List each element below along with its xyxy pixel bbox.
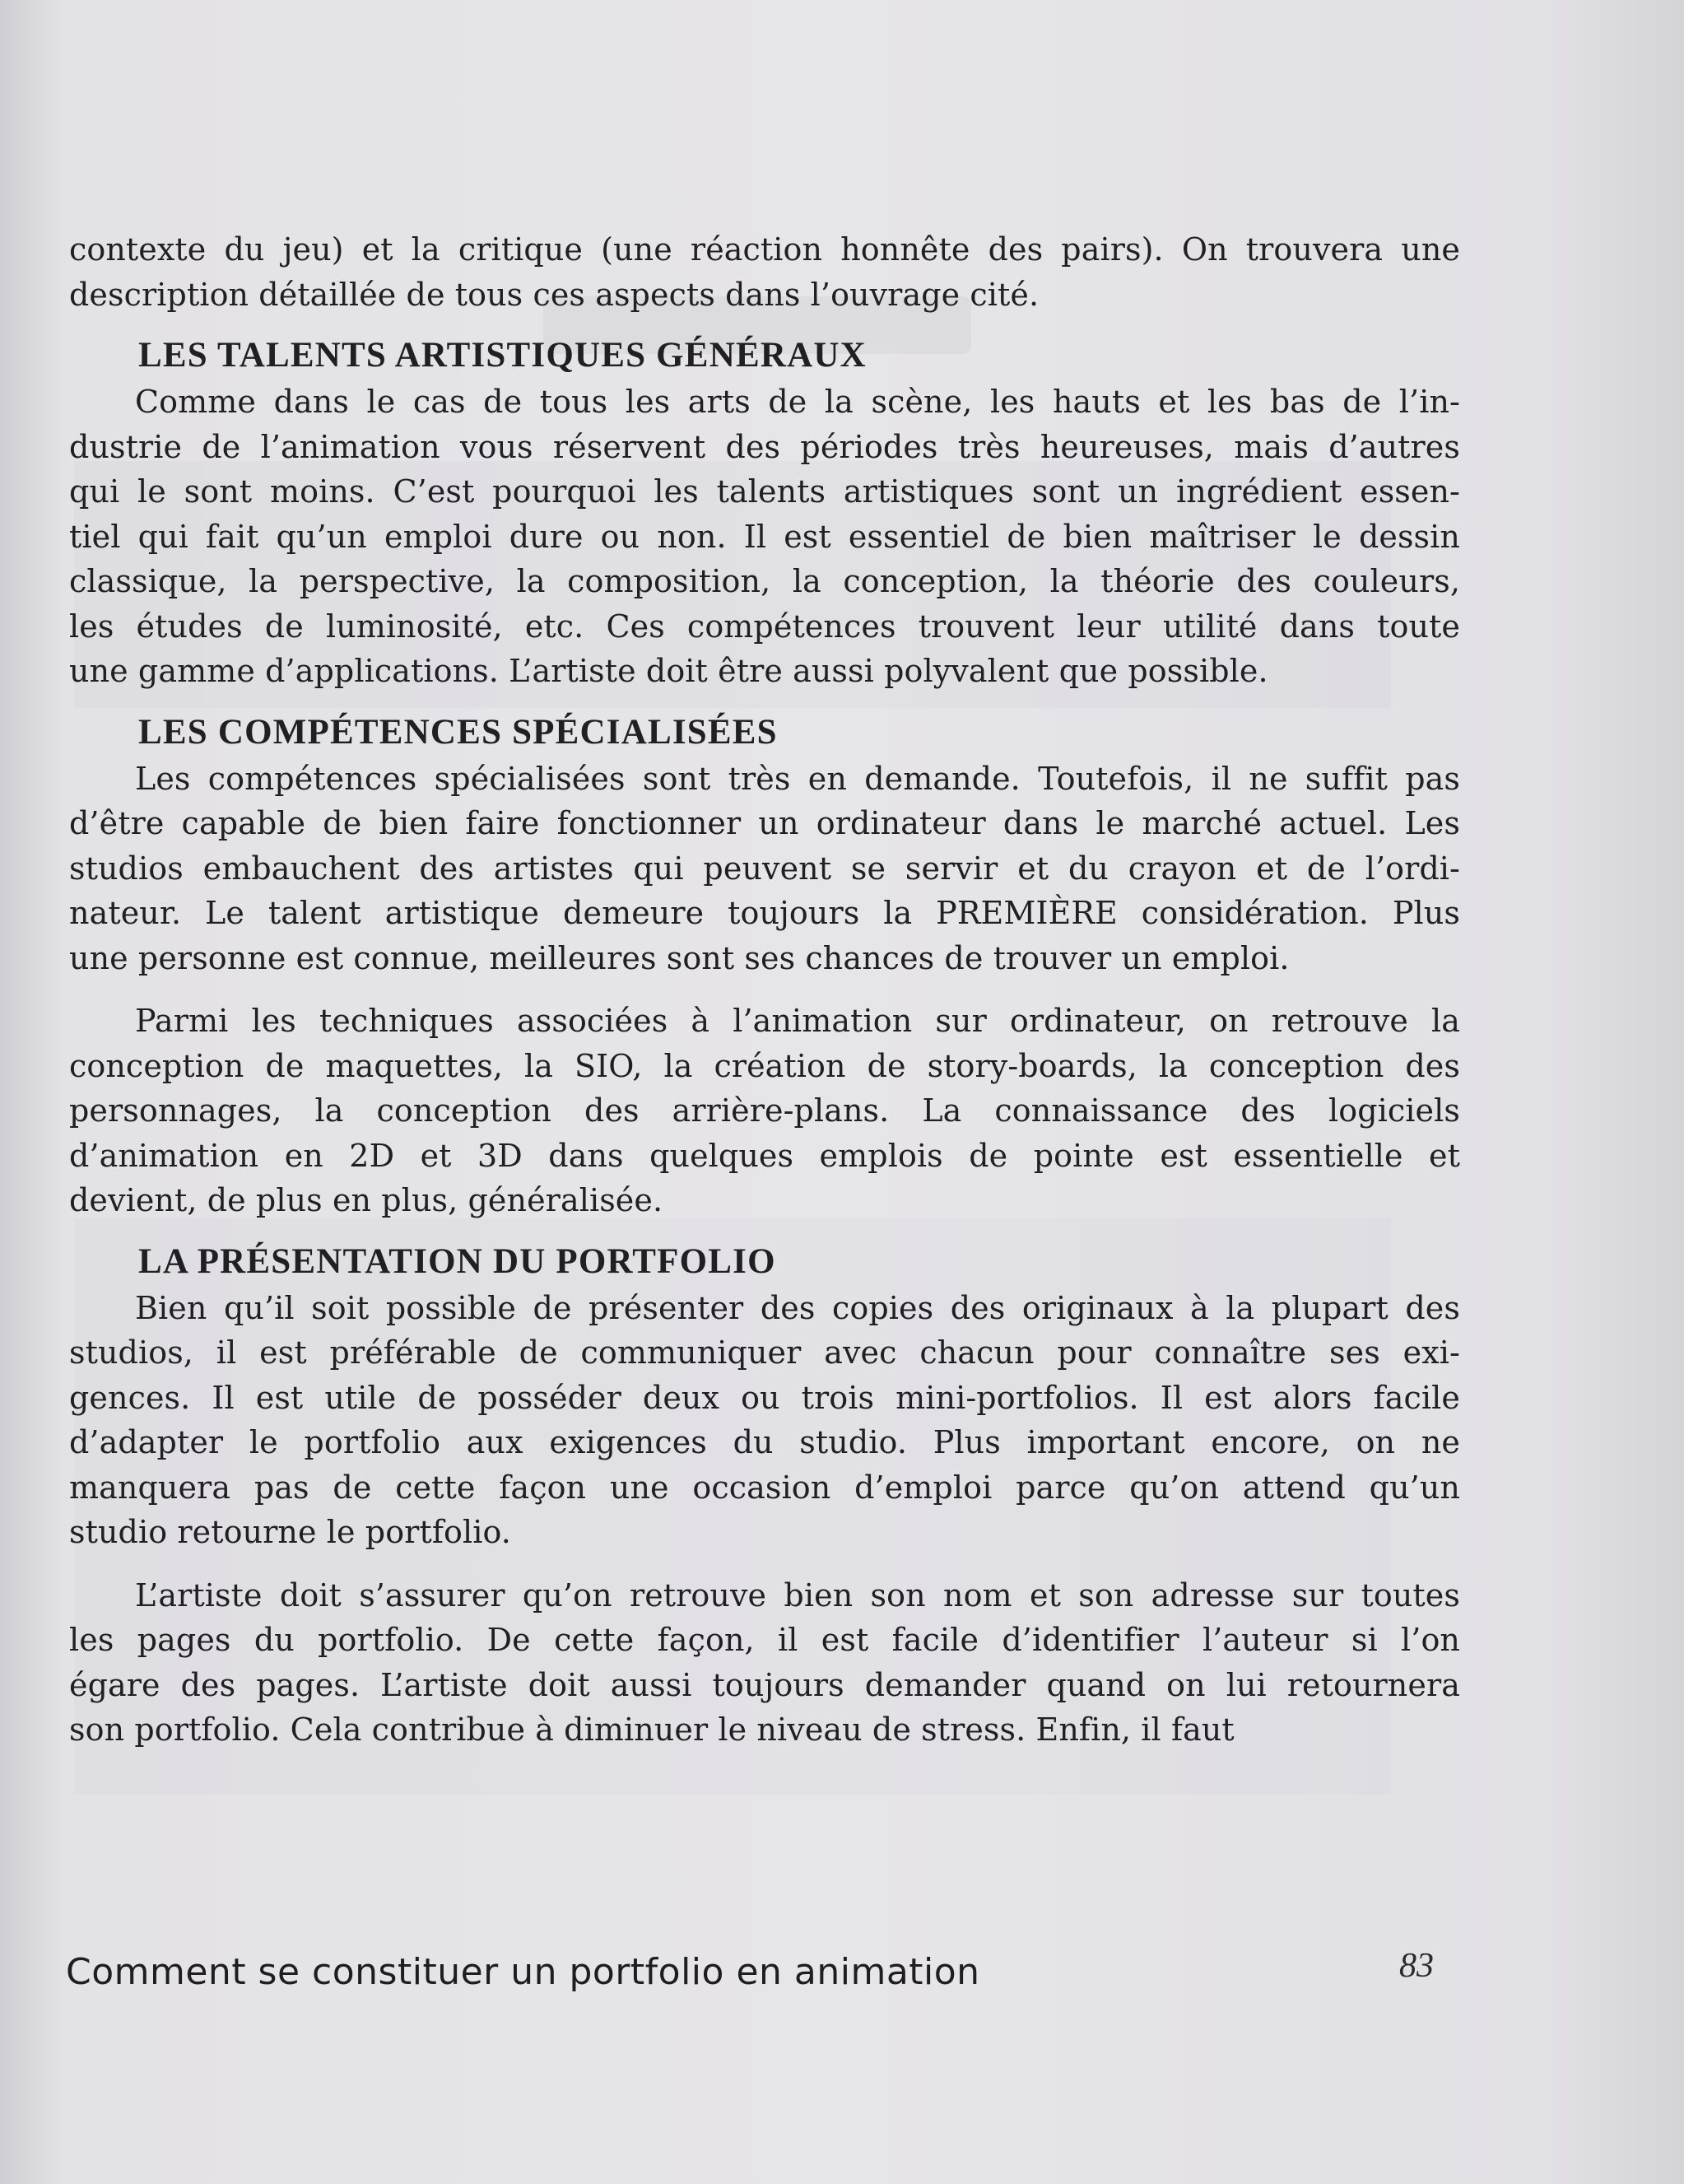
body-line: personnages, la conception des arrière-plans. La connaissance des logiciels <box>69 1092 1460 1129</box>
body-line: conception de maquettes, la SIO, la création de story-boards, la conception des <box>69 1047 1460 1084</box>
body-text <box>69 227 1460 1753</box>
running-footer-title: Comment se constituer un portfolio en animation <box>66 1951 980 1993</box>
body-line: une personne est connue, meilleures sont ses chances de trouver un emploi. <box>69 939 1290 976</box>
body-line: nateur. Le talent artistique demeure toujours la PREMIÈRE considération. Plus <box>69 895 1460 931</box>
body-line: Bien qu’il soit possible de présenter des copies des originaux à la plupart des <box>135 1289 1460 1326</box>
page-number: 83 <box>1399 1947 1434 1985</box>
body-line: manquera pas de cette façon une occasion d’emploi parce qu’on attend qu’un <box>69 1469 1460 1506</box>
body-line: Parmi les techniques associées à l’animation sur ordinateur, on retrouve la <box>135 1003 1460 1039</box>
body-line: description détaillée de tous ces aspects dans l’ouvrage cité. <box>69 276 1040 313</box>
body-line: Comme dans le cas de tous les arts de la scène, les hauts et les bas de l’in- <box>135 384 1460 420</box>
body-line: d’être capable de bien faire fonctionner un ordinateur dans le marché actuel. Les <box>69 805 1460 841</box>
body-line: gences. Il est utile de posséder deux ou trois mini-portfolios. Il est alors facile <box>69 1379 1460 1416</box>
body-line: dustrie de l’animation vous réservent des périodes très heureuses, mais d’autres <box>69 428 1460 465</box>
body-line: une gamme d’applications. L’artiste doit être aussi polyvalent que possible. <box>69 653 1268 689</box>
body-line: son portfolio. Cela contribue à diminuer le niveau de stress. Enfin, il faut <box>69 1711 1235 1748</box>
body-line: classique, la perspective, la composition, la conception, la théorie des couleurs, <box>69 563 1460 599</box>
section-heading: LA PRÉSENTATION DU PORTFOLIO <box>138 1241 776 1281</box>
body-line: égare des pages. L’artiste doit aussi toujours demander quand on lui retournera <box>69 1666 1460 1703</box>
body-line: les études de luminosité, etc. Ces compétences trouvent leur utilité dans toute <box>69 608 1460 645</box>
body-line: les pages du portfolio. De cette façon, il est facile d’identifier l’auteur si l’on <box>69 1622 1460 1658</box>
body-line: studios embauchent des artistes qui peuvent se servir et du crayon et de l’ordi- <box>69 850 1460 887</box>
body-line: L’artiste doit s’assurer qu’on retrouve bien son nom et son adresse sur toutes <box>135 1576 1460 1614</box>
body-line: studio retourne le portfolio. <box>69 1514 511 1550</box>
body-line: qui le sont moins. C’est pourquoi les talents artistiques sont un ingrédient essen- <box>69 473 1460 510</box>
body-line: studios, il est préférable de communiquer avec chacun pour connaître ses exi- <box>69 1334 1460 1371</box>
body-line: devient, de plus en plus, généralisée. <box>69 1182 663 1218</box>
section-heading: LES TALENTS ARTISTIQUES GÉNÉRAUX <box>138 336 867 375</box>
body-line: contexte du jeu) et la critique (une réaction honnête des pairs). On trouvera une <box>69 231 1460 268</box>
body-line: Les compétences spécialisées sont très en demande. Toutefois, il ne suffit pas <box>135 760 1460 797</box>
section-heading: LES COMPÉTENCES SPÉCIALISÉES <box>138 712 778 752</box>
body-line: d’adapter le portfolio aux exigences du studio. Plus important encore, on ne <box>69 1424 1460 1460</box>
body-line: tiel qui fait qu’un emploi dure ou non. Il est essentiel de bien maîtriser le dessin <box>69 518 1460 555</box>
body-line: d’animation en 2D et 3D dans quelques emplois de pointe est essentielle et <box>69 1137 1460 1174</box>
